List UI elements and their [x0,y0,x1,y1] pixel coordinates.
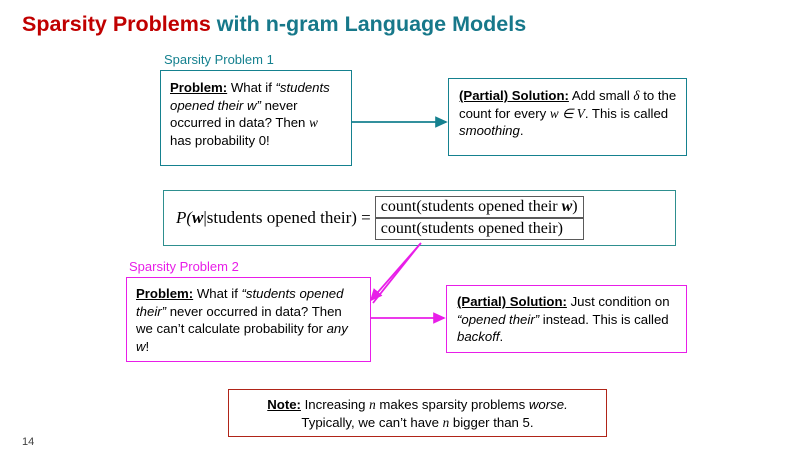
arrow-formula-to-problem2 [371,243,421,300]
note-line2-n: n [442,415,450,431]
problem-1-box [160,70,352,166]
page-title [22,12,526,37]
problem-2-text-a: What if [193,286,242,301]
problem-2-quote: “students opened their” [136,286,344,319]
solution-1-text-b: to the count for every [459,88,677,121]
note-box [228,389,607,437]
formula-p: P( [176,208,193,227]
solution-1-formula: w ∈ V [549,105,585,121]
problem-1-text-b: never occurred in data? Then [170,97,310,131]
note-line2-a: Typically, we can’t have [301,415,443,431]
formula-numerator-text: count(students opened their [380,198,562,215]
formula-lhs-var: w [192,208,204,227]
solution-1-text-d: . [519,123,524,139]
solution-2-quote: “opened their” [457,311,540,327]
note-heading: Note: [267,397,301,412]
note-line1-n: n [369,397,376,412]
probability-formula-box [163,190,676,246]
problem-2-emphasis: any w [136,321,348,354]
solution-1-emphasis: smoothing [459,123,520,139]
problem-2-heading: Problem: [136,286,194,301]
formula-fraction [375,196,584,240]
sparsity-problem-1-label: Sparsity Problem 1 [164,52,274,67]
problem-1-quote: “students opened their w” [170,80,330,113]
note-line2-b: bigger than 5. [449,415,534,431]
problem-2-text-c: ! [145,338,150,354]
solution-1-delta: δ [633,88,640,103]
problem-1-text-c: has probability 0! [170,132,270,148]
solution-2-text-c: . [499,329,504,345]
solution-2-box [446,285,687,353]
note-line1-b: makes sparsity problems [375,397,529,412]
problem-1-heading: Problem: [170,80,228,95]
sparsity-problem-2-label: Sparsity Problem 2 [129,259,239,274]
formula-numerator-var: w [561,198,573,215]
formula-numerator [375,196,584,218]
title-part-ngram: with n-gram Language Models [216,12,527,36]
solution-1-box [448,78,687,156]
formula-lhs-rest: |students opened their) = [203,208,371,227]
note-line1-a: Increasing [300,397,370,412]
arrow-formula-diagonal [373,244,420,303]
problem-2-box [126,277,371,362]
problem-2-text-b: never occurred in data? Then we can’t calculate probability for [136,303,342,337]
page-number: 14 [22,436,35,448]
problem-1-text-a: What if [227,80,276,95]
solution-1-text-c: . This is called [584,105,669,121]
note-line1-emphasis: worse. [528,397,568,412]
problem-1-var: w [309,115,318,131]
solution-1-heading: (Partial) Solution: [459,88,569,103]
solution-1-text-a: Add small [568,88,634,103]
formula-left-hand-side [164,208,371,228]
solution-2-heading: (Partial) Solution: [457,294,567,309]
solution-2-emphasis: backoff [457,329,500,345]
solution-2-text-b: instead. This is called [539,311,669,327]
title-part-sparsity: Sparsity Problems [22,12,211,36]
solution-2-text-a: Just condition on [566,294,670,309]
formula-numerator-end: ) [572,198,578,215]
formula-denominator: count(students opened their) [375,218,584,240]
